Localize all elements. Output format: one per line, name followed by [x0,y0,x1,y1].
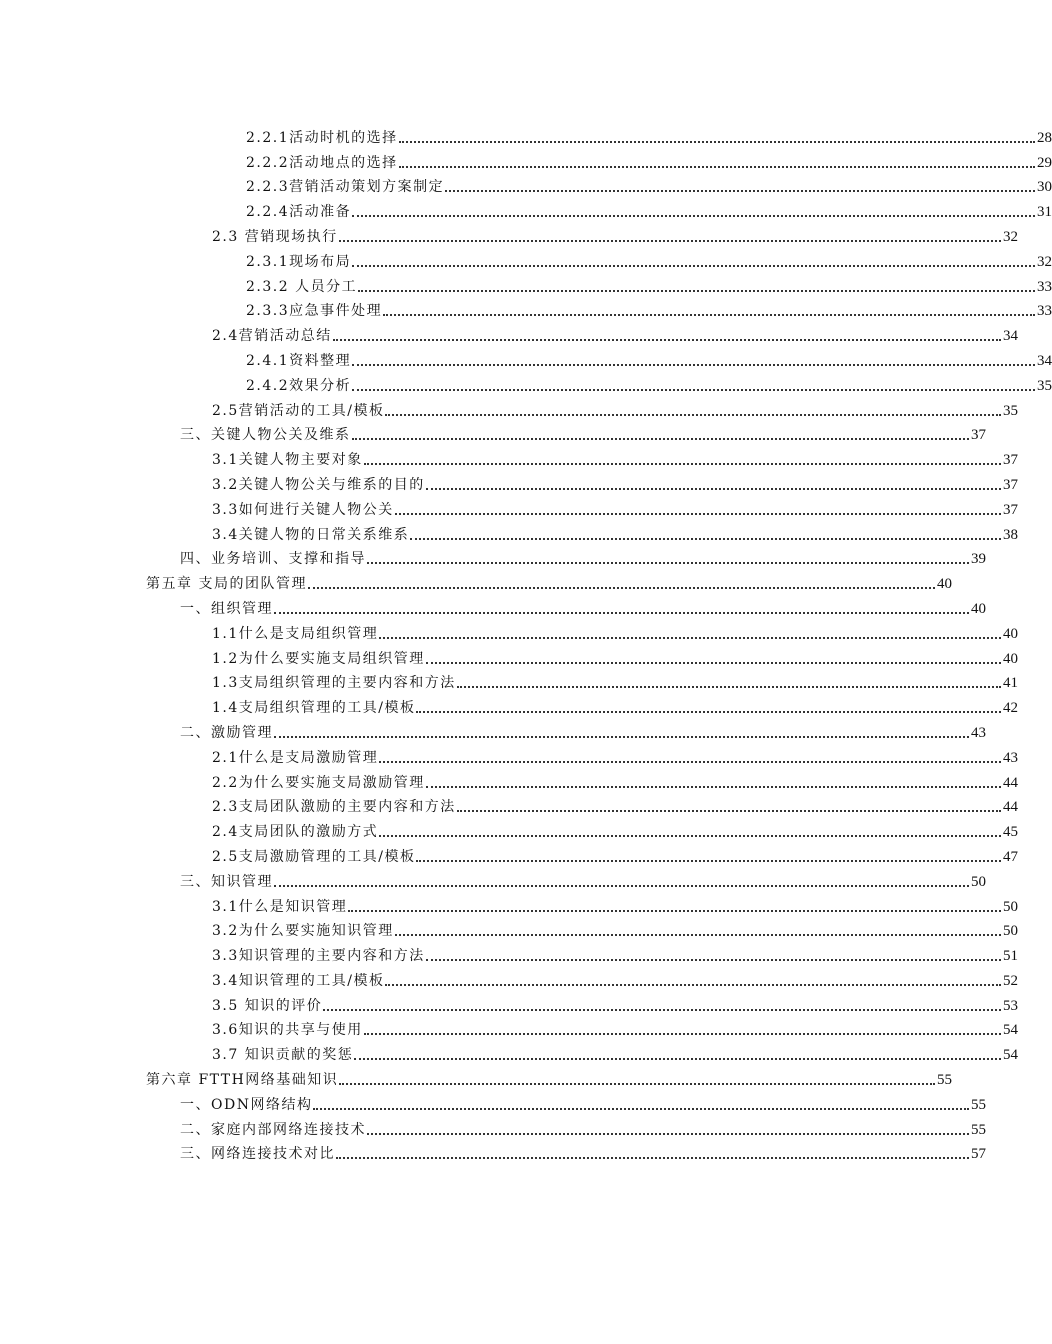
toc-entry-title: 1.3支局组织管理的主要内容和方法 [212,675,456,692]
toc-entry[interactable] [0,893,1018,918]
toc-entry[interactable] [0,322,1018,347]
toc-entry-title: 3.3知识管理的主要内容和方法 [212,948,425,965]
toc-dot-leader [367,561,969,564]
toc-entry-page-number: 39 [971,551,986,568]
toc-entry-title: 3.2为什么要实施知识管理 [212,923,394,940]
toc-entry-title: 1.4支局组织管理的工具/模板 [212,700,416,717]
toc-dot-leader [352,437,970,440]
toc-entry[interactable] [0,1017,1018,1042]
toc-dot-leader [364,1032,1001,1035]
toc-entry[interactable] [0,521,1018,546]
toc-entry-title: 2.4.2效果分析 [246,377,352,394]
toc-entry-page-number: 52 [1003,972,1018,989]
toc-entry-page-number: 51 [1003,948,1018,965]
toc-dot-leader [410,537,1001,540]
toc-entry[interactable] [0,918,1018,943]
toc-entry[interactable] [0,620,1018,645]
toc-entry-title: 2.2.2活动地点的选择 [246,154,398,171]
toc-dot-leader [426,487,1001,490]
toc-entry-page-number: 31 [1037,204,1052,221]
toc-entry-title: 2.3.1现场布局 [246,253,352,270]
toc-entry-title: 一、ODN网络结构 [180,1096,313,1113]
toc-entry-page-number: 37 [1003,476,1018,493]
toc-dot-leader [367,1132,969,1135]
toc-entry-page-number: 44 [1003,799,1018,816]
toc-entry[interactable] [0,1066,952,1091]
toc-dot-leader [339,239,1001,242]
toc-entry-page-number: 30 [1037,179,1052,196]
toc-dot-leader [426,958,1001,961]
toc-entry[interactable] [0,174,1052,199]
toc-entry-title: 2.1什么是支局激励管理 [212,749,379,766]
toc-entry-title: 第五章 支局的团队管理 [146,576,307,593]
toc-entry-title: 1.2为什么要实施支局组织管理 [212,650,425,667]
toc-entry[interactable] [0,719,986,744]
toc-entry[interactable] [0,1141,986,1166]
toc-entry-title: 2.3.2 人员分工 [246,278,358,295]
toc-entry-title: 2.2.1活动时机的选择 [246,129,398,146]
toc-entry[interactable] [0,496,1018,521]
toc-entry-title: 四、业务培训、支撑和指导 [180,551,366,568]
toc-dot-leader [333,338,1001,341]
toc-entry-page-number: 34 [1003,328,1018,345]
toc-entry-page-number: 32 [1003,228,1018,245]
toc-entry-page-number: 43 [1003,749,1018,766]
toc-entry-page-number: 40 [971,600,986,617]
toc-entry[interactable] [0,273,1052,298]
toc-entry-page-number: 40 [1003,650,1018,667]
toc-entry[interactable] [0,794,1018,819]
toc-entry-page-number: 35 [1003,402,1018,419]
toc-dot-leader [352,363,1035,366]
toc-entry-page-number: 50 [1003,898,1018,915]
toc-entry[interactable] [0,645,1018,670]
toc-entry-title: 三、知识管理 [180,873,273,890]
toc-entry-page-number: 57 [971,1146,986,1163]
toc-entry-title: 3.6知识的共享与使用 [212,1022,363,1039]
toc-dot-leader [445,189,1035,192]
toc-dot-leader [399,140,1035,143]
toc-entry[interactable] [0,967,1018,992]
toc-dot-leader [379,636,1001,639]
toc-entry-page-number: 45 [1003,824,1018,841]
toc-entry-page-number: 37 [1003,452,1018,469]
toc-entry-page-number: 29 [1037,154,1052,171]
toc-dot-leader [416,859,1001,862]
toc-entry[interactable] [0,595,986,620]
toc-entry-page-number: 47 [1003,848,1018,865]
toc-entry-title: 二、激励管理 [180,724,273,741]
toc-dot-leader [354,1057,1001,1060]
toc-entry-title: 一、组织管理 [180,600,273,617]
toc-dot-leader [457,809,1001,812]
toc-entry-title: 2.2.3营销活动策划方案制定 [246,179,445,196]
toc-dot-leader [383,313,1035,316]
toc-entry[interactable] [0,694,1018,719]
toc-dot-leader [416,710,1001,713]
toc-entry-page-number: 50 [971,873,986,890]
toc-entry-title: 2.3 营销现场执行 [212,228,338,245]
toc-entry-title: 3.4关键人物的日常关系维系 [212,526,410,543]
toc-entry[interactable] [0,149,1052,174]
toc-entry-title: 2.4营销活动总结 [212,328,332,345]
toc-dot-leader [358,289,1035,292]
toc-entry-title: 2.5支局激励管理的工具/模板 [212,848,416,865]
toc-entry-page-number: 54 [1003,1022,1018,1039]
toc-entry-page-number: 55 [971,1121,986,1138]
toc-entry-page-number: 34 [1037,352,1052,369]
toc-entry-page-number: 33 [1037,278,1052,295]
toc-dot-leader [395,933,1001,936]
table-of-contents [0,124,1052,1165]
toc-entry[interactable] [0,1116,986,1141]
toc-entry-page-number: 55 [937,1072,952,1089]
toc-entry-page-number: 38 [1003,526,1018,543]
toc-entry-page-number: 43 [971,724,986,741]
toc-entry[interactable] [0,248,1052,273]
toc-dot-leader [352,214,1035,217]
toc-entry[interactable] [0,198,1052,223]
toc-entry[interactable] [0,422,986,447]
toc-entry-title: 二、家庭内部网络连接技术 [180,1121,366,1138]
toc-entry[interactable] [0,546,986,571]
toc-entry-title: 3.4知识管理的工具/模板 [212,972,385,989]
toc-entry-title: 2.4.1资料整理 [246,352,352,369]
toc-entry-page-number: 40 [937,576,952,593]
toc-entry-title: 2.2.4活动准备 [246,204,352,221]
toc-entry-title: 1.1什么是支局组织管理 [212,625,379,642]
toc-entry[interactable] [0,769,1018,794]
toc-entry[interactable] [0,372,1052,397]
toc-dot-leader [274,735,969,738]
toc-entry-page-number: 37 [1003,501,1018,518]
toc-entry-page-number: 44 [1003,774,1018,791]
toc-entry[interactable] [0,744,1018,769]
toc-entry[interactable] [0,347,1052,372]
toc-entry-title: 3.1什么是知识管理 [212,898,348,915]
toc-entry-page-number: 40 [1003,625,1018,642]
toc-entry-page-number: 42 [1003,700,1018,717]
toc-dot-leader [323,1008,1001,1011]
toc-dot-leader [385,983,1001,986]
toc-entry-page-number: 54 [1003,1047,1018,1064]
toc-entry-title: 三、关键人物公关及维系 [180,427,351,444]
toc-entry-title: 3.5 知识的评价 [212,997,323,1014]
toc-dot-leader [313,1107,969,1110]
toc-entry[interactable] [0,942,1018,967]
toc-dot-leader [399,165,1035,168]
toc-dot-leader [274,884,969,887]
toc-entry-title: 第六章 FTTH网络基础知识 [146,1072,339,1089]
toc-dot-leader [352,388,1035,391]
toc-entry[interactable] [0,298,1052,323]
toc-entry-title: 三、网络连接技术对比 [180,1146,335,1163]
toc-entry[interactable] [0,124,1052,149]
toc-entry-title: 3.7 知识贡献的奖惩 [212,1047,354,1064]
toc-entry[interactable] [0,446,1018,471]
toc-dot-leader [274,611,969,614]
toc-dot-leader [426,785,1001,788]
toc-entry-page-number: 32 [1037,253,1052,270]
toc-entry-page-number: 41 [1003,675,1018,692]
toc-entry[interactable] [0,818,1018,843]
toc-dot-leader [379,834,1001,837]
toc-dot-leader [364,462,1001,465]
toc-entry-page-number: 35 [1037,377,1052,394]
toc-entry-title: 2.4支局团队的激励方式 [212,824,379,841]
toc-entry[interactable] [0,1041,1018,1066]
toc-entry-title: 2.5营销活动的工具/模板 [212,402,385,419]
toc-dot-leader [336,1156,969,1159]
toc-entry[interactable] [0,843,1018,868]
toc-entry-title: 3.1关键人物主要对象 [212,452,363,469]
toc-entry-page-number: 53 [1003,997,1018,1014]
toc-dot-leader [395,512,1001,515]
toc-entry-page-number: 33 [1037,303,1052,320]
toc-entry[interactable] [0,670,1018,695]
toc-entry[interactable] [0,992,1018,1017]
toc-entry[interactable] [0,570,952,595]
toc-dot-leader [352,264,1035,267]
toc-entry-title: 2.3支局团队激励的主要内容和方法 [212,799,456,816]
toc-dot-leader [308,586,935,589]
toc-dot-leader [385,413,1001,416]
toc-dot-leader [348,909,1001,912]
toc-entry[interactable] [0,223,1018,248]
toc-entry[interactable] [0,868,986,893]
toc-entry-page-number: 28 [1037,129,1052,146]
toc-entry[interactable] [0,471,1018,496]
toc-dot-leader [457,685,1001,688]
toc-entry-page-number: 50 [1003,923,1018,940]
toc-entry-title: 2.2为什么要实施支局激励管理 [212,774,425,791]
toc-dot-leader [379,760,1001,763]
toc-entry-page-number: 55 [971,1096,986,1113]
toc-entry-title: 3.3如何进行关键人物公关 [212,501,394,518]
toc-entry-page-number: 37 [971,427,986,444]
toc-entry-title: 2.3.3应急事件处理 [246,303,383,320]
toc-dot-leader [339,1082,935,1085]
toc-entry-title: 3.2关键人物公关与维系的目的 [212,476,425,493]
toc-entry[interactable] [0,397,1018,422]
toc-entry[interactable] [0,1091,986,1116]
toc-dot-leader [426,661,1001,664]
